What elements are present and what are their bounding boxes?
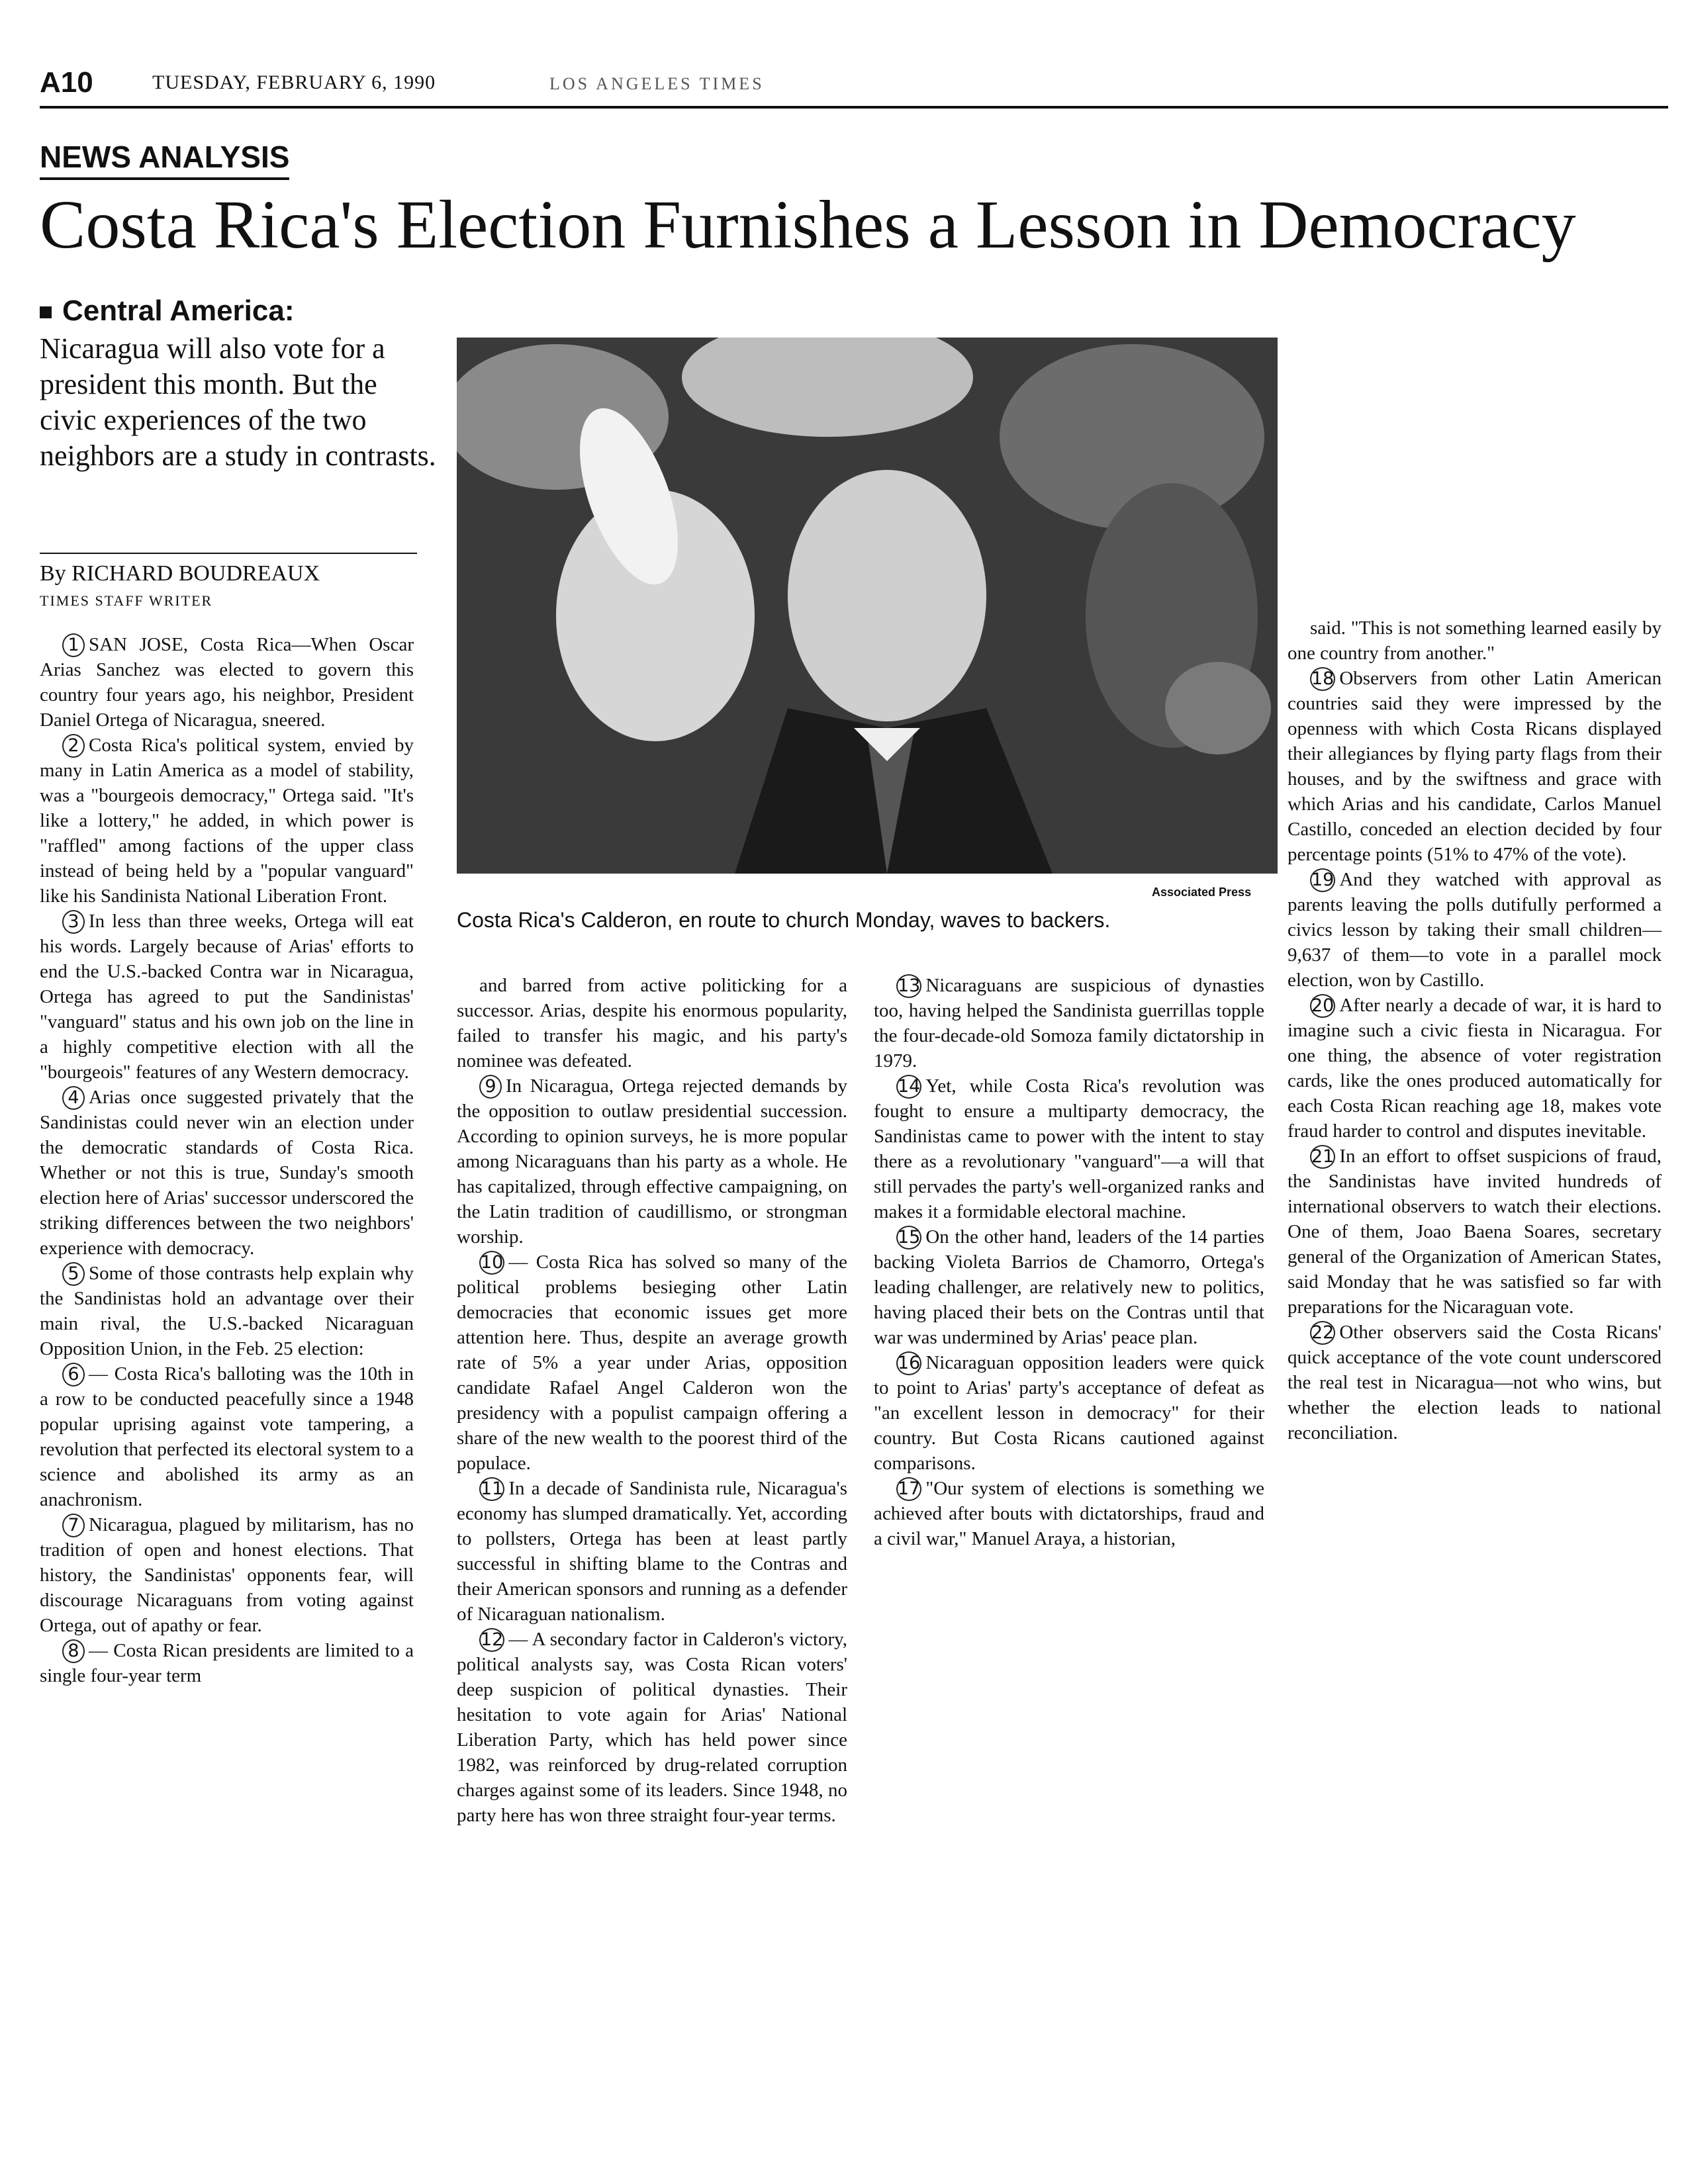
paragraph-text: SAN JOSE, Costa Rica—When Oscar Arias Sanchez was elected to govern this country four years ago, his neighbor, President Daniel Ortega of Nicaragua, sneered. xyxy=(40,634,414,731)
handwritten-paragraph-number: 5 xyxy=(62,1262,85,1286)
article-paragraph xyxy=(457,973,847,1073)
paragraph-text: Nicaraguan opposition leaders were quick to point to Arias' party's acceptance of defeat as "an excellent lesson in democracy" for their country. But Costa Ricans cautioned against comparisons. xyxy=(874,1352,1264,1474)
handwritten-paragraph-number: 19 xyxy=(1310,868,1335,892)
handwritten-paragraph-number: 21 xyxy=(1310,1145,1335,1169)
article-paragraph xyxy=(1288,867,1662,993)
column-3 xyxy=(874,973,1264,1551)
article-paragraph xyxy=(1288,615,1662,666)
handwritten-paragraph-number: 6 xyxy=(62,1363,85,1387)
article-paragraph xyxy=(1288,1144,1662,1320)
handwritten-paragraph-number: 14 xyxy=(896,1075,921,1099)
issue-date: TUESDAY, FEBRUARY 6, 1990 xyxy=(152,71,436,93)
paragraph-text: — A secondary factor in Calderon's victory, political analysts say, was Costa Rican voters' deep suspicion of political dynasties. Their hesitation to vote again for Arias' National Liberation Party, which has held power since 1982, was reinforced by drug-related corruption charges against some of its leaders. Since 1948, no party here has won three straight four-year terms. xyxy=(457,1629,847,1826)
paragraph-text: In Nicaragua, Ortega rejected demands by the opposition to outlaw presidential succession. According to opinion surveys, he is more popular among Nicaraguans than his party as a whole. He has capitalized, through effective campaigning, on the Latin tradition of caudillismo, or strongman worship. xyxy=(457,1075,847,1248)
handwritten-paragraph-number: 17 xyxy=(896,1477,921,1501)
paragraph-text: Costa Rica's political system, envied by many in Latin America as a model of stability, was a "bourgeois democracy," Ortega said. "It's like a lottery," he added, in which power is "raffled" among factions of the upper class instead of being held by a "popular vanguard" like his Sandinista National Liberation Front. xyxy=(40,735,414,907)
handwritten-paragraph-number: 1 xyxy=(62,633,85,657)
handwritten-paragraph-number: 2 xyxy=(62,734,85,758)
handwritten-paragraph-number: 3 xyxy=(62,910,85,934)
article-paragraph xyxy=(874,1073,1264,1224)
paragraph-text: Yet, while Costa Rica's revolution was fought to ensure a multiparty democracy, the Sandinistas came to power with the intent to stay there as a revolutionary "vanguard"—a will that still pervades the party's well-organized ranks and makes it a formidable electoral machine. xyxy=(874,1075,1264,1222)
page-header xyxy=(40,66,1648,106)
column-1 xyxy=(40,632,414,1688)
paragraph-text: Arias once suggested privately that the Sandinistas could never win an election under the democratic standards of Costa Rica. Whether or not this is true, Sunday's smooth election here of Arias' successor underscored the striking differences between the two neighbors' experience with democracy. xyxy=(40,1087,414,1259)
article-paragraph xyxy=(874,1476,1264,1551)
article-paragraph xyxy=(1288,1320,1662,1445)
paragraph-text: In an effort to offset suspicions of fraud, the Sandinistas have invited hundreds of international observers to watch their elections. One of them, Joao Baena Soares, secretary general of the Organization of American States, said Monday that he was satisfied so far with preparations for the Nicaraguan vote. xyxy=(1288,1146,1662,1318)
article-paragraph xyxy=(874,1350,1264,1476)
news-analysis-kicker: NEWS ANALYSIS xyxy=(40,139,289,180)
paragraph-text: On the other hand, leaders of the 14 parties backing Violeta Barrios de Chamorro, Ortega's leading challenger, are relatively new to politics, having placed their bets on the Contras until that war was undermined by Arias' peace plan. xyxy=(874,1226,1264,1348)
paragraph-text: said. "This is not something learned easily by one country from another." xyxy=(1288,617,1662,664)
paragraph-text: — Costa Rica's balloting was the 10th in a row to be conducted peacefully since a 1948 popular uprising against vote tampering, a revolution that perfected its electoral system to a science and abolished its army as an anachronism. xyxy=(40,1363,414,1510)
article-paragraph xyxy=(874,1224,1264,1350)
article-paragraph xyxy=(457,1476,847,1627)
handwritten-paragraph-number: 7 xyxy=(62,1514,85,1537)
column-4 xyxy=(1288,615,1662,1445)
page-number: A10 xyxy=(40,66,93,99)
paragraph-text: Other observers said the Costa Ricans' quick acceptance of the vote count underscored the real test in Nicaragua—not who wins, but whether the election leads to national reconciliation. xyxy=(1288,1322,1662,1443)
byline-rule xyxy=(40,553,417,554)
article-paragraph xyxy=(40,1261,414,1361)
article-paragraph xyxy=(457,1073,847,1250)
article-paragraph xyxy=(40,1361,414,1512)
handwritten-paragraph-number: 15 xyxy=(896,1226,921,1250)
handwritten-paragraph-number: 11 xyxy=(479,1477,504,1501)
newspaper-name: LOS ANGELES TIMES xyxy=(549,74,765,93)
deck-heading-text: Central America: xyxy=(62,295,295,327)
article-paragraph xyxy=(40,1512,414,1638)
handwritten-paragraph-number: 9 xyxy=(479,1075,502,1099)
bullet-square-icon xyxy=(40,306,52,318)
article-paragraph xyxy=(874,973,1264,1073)
handwritten-paragraph-number: 16 xyxy=(896,1351,921,1375)
paragraph-text: In a decade of Sandinista rule, Nicaragua's economy has slumped dramatically. Yet, according to pollsters, Ortega has been at least partly successful in shifting blame to the Contras and their American sponsors and running as a defender of Nicaraguan nationalism. xyxy=(457,1478,847,1625)
article-paragraph xyxy=(40,632,414,733)
handwritten-paragraph-number: 18 xyxy=(1310,667,1335,691)
handwritten-paragraph-number: 4 xyxy=(62,1086,85,1110)
article-paragraph xyxy=(40,1085,414,1261)
paragraph-text: and barred from active politicking for a successor. Arias, despite his enormous popularity, failed to transfer his magic, and his party's nominee was defeated. xyxy=(457,975,847,1071)
deck-heading xyxy=(40,295,295,328)
column-2 xyxy=(457,973,847,1828)
paragraph-text: And they watched with approval as parents leaving the polls dutifully performed a civics lesson by taking their small children—9,637 of them—to vote in a parallel mock election, won by Castillo. xyxy=(1288,869,1662,991)
news-photo xyxy=(457,338,1278,874)
paragraph-text: Observers from other Latin American countries said they were impressed by the openness with which Costa Ricans displayed their allegiances by flying party flags from their houses, and by the swiftness and grace with which Arias and his candidate, Carlos Manuel Castillo, conceded an election decided by four percentage points (51% to 47% of the vote). xyxy=(1288,668,1662,865)
handwritten-paragraph-number: 13 xyxy=(896,974,921,998)
paragraph-text: Nicaraguans are suspicious of dynasties too, having helped the Sandinista guerrillas topple the four-decade-old Somoza family dictatorship in 1979. xyxy=(874,975,1264,1071)
paragraph-text: — Costa Rica has solved so many of the political problems besieging other Latin democracies that economic issues get more attention here. Thus, despite an average growth rate of 5% a year under Arias, opposition candidate Rafael Angel Calderon won the presidency with a populist campaign offering a share of the new wealth to the poorest third of the populace. xyxy=(457,1251,847,1474)
photo-illustration xyxy=(457,338,1278,874)
handwritten-paragraph-number: 10 xyxy=(479,1251,504,1275)
photo-credit: Associated Press xyxy=(1152,886,1252,899)
handwritten-paragraph-number: 8 xyxy=(62,1639,85,1663)
paragraph-text: In less than three weeks, Ortega will eat his words. Largely because of Arias' efforts to end the U.S.-backed Contra war in Nicaragua, Ortega has agreed to put the Sandinistas' "vanguard" status and his own job on the line in a highly competitive election with all the "bourgeois" features of any Western democracy. xyxy=(40,911,414,1083)
article-paragraph xyxy=(40,733,414,909)
article-paragraph xyxy=(457,1250,847,1476)
paragraph-text: — Costa Rican presidents are limited to a single four-year term xyxy=(40,1640,414,1686)
paragraph-text: After nearly a decade of war, it is hard to imagine such a civic fiesta in Nicaragua. For one thing, the absence of voter registration cards, like the ones produced automatically for each Costa Rican reaching age 18, makes vote fraud harder to control and disputes inevitable. xyxy=(1288,995,1662,1142)
staff-line: TIMES STAFF WRITER xyxy=(40,592,213,609)
article-paragraph xyxy=(457,1627,847,1828)
headline: Costa Rica's Election Furnishes a Lesson in Democracy xyxy=(40,187,1576,263)
article-paragraph xyxy=(1288,666,1662,867)
article-paragraph xyxy=(40,909,414,1085)
handwritten-paragraph-number: 22 xyxy=(1310,1321,1335,1345)
paragraph-text: "Our system of elections is something we achieved after bouts with dictatorships, fraud and a civil war," Manuel Araya, a historian, xyxy=(874,1478,1264,1549)
paragraph-text: Nicaragua, plagued by militarism, has no tradition of open and honest elections. That history, the Sandinistas' opponents fear, will discourage Nicaraguans from voting against Ortega, out of apathy or fear. xyxy=(40,1514,414,1636)
paragraph-text: Some of those contrasts help explain why the Sandinistas hold an advantage over their main rival, the U.S.-backed Nicaraguan Opposition Union, in the Feb. 25 election: xyxy=(40,1263,414,1359)
photo-caption: Costa Rica's Calderon, en route to church Monday, waves to backers. xyxy=(457,908,1111,932)
byline: By RICHARD BOUDREAUX xyxy=(40,561,320,586)
handwritten-paragraph-number: 20 xyxy=(1310,994,1335,1018)
article-paragraph xyxy=(40,1638,414,1688)
handwritten-paragraph-number: 12 xyxy=(479,1628,504,1652)
article-paragraph xyxy=(1288,993,1662,1144)
deck-text: Nicaragua will also vote for a president this month. But the civic experiences of the two neighbors are a study in contrasts. xyxy=(40,332,436,472)
header-rule xyxy=(40,106,1668,109)
